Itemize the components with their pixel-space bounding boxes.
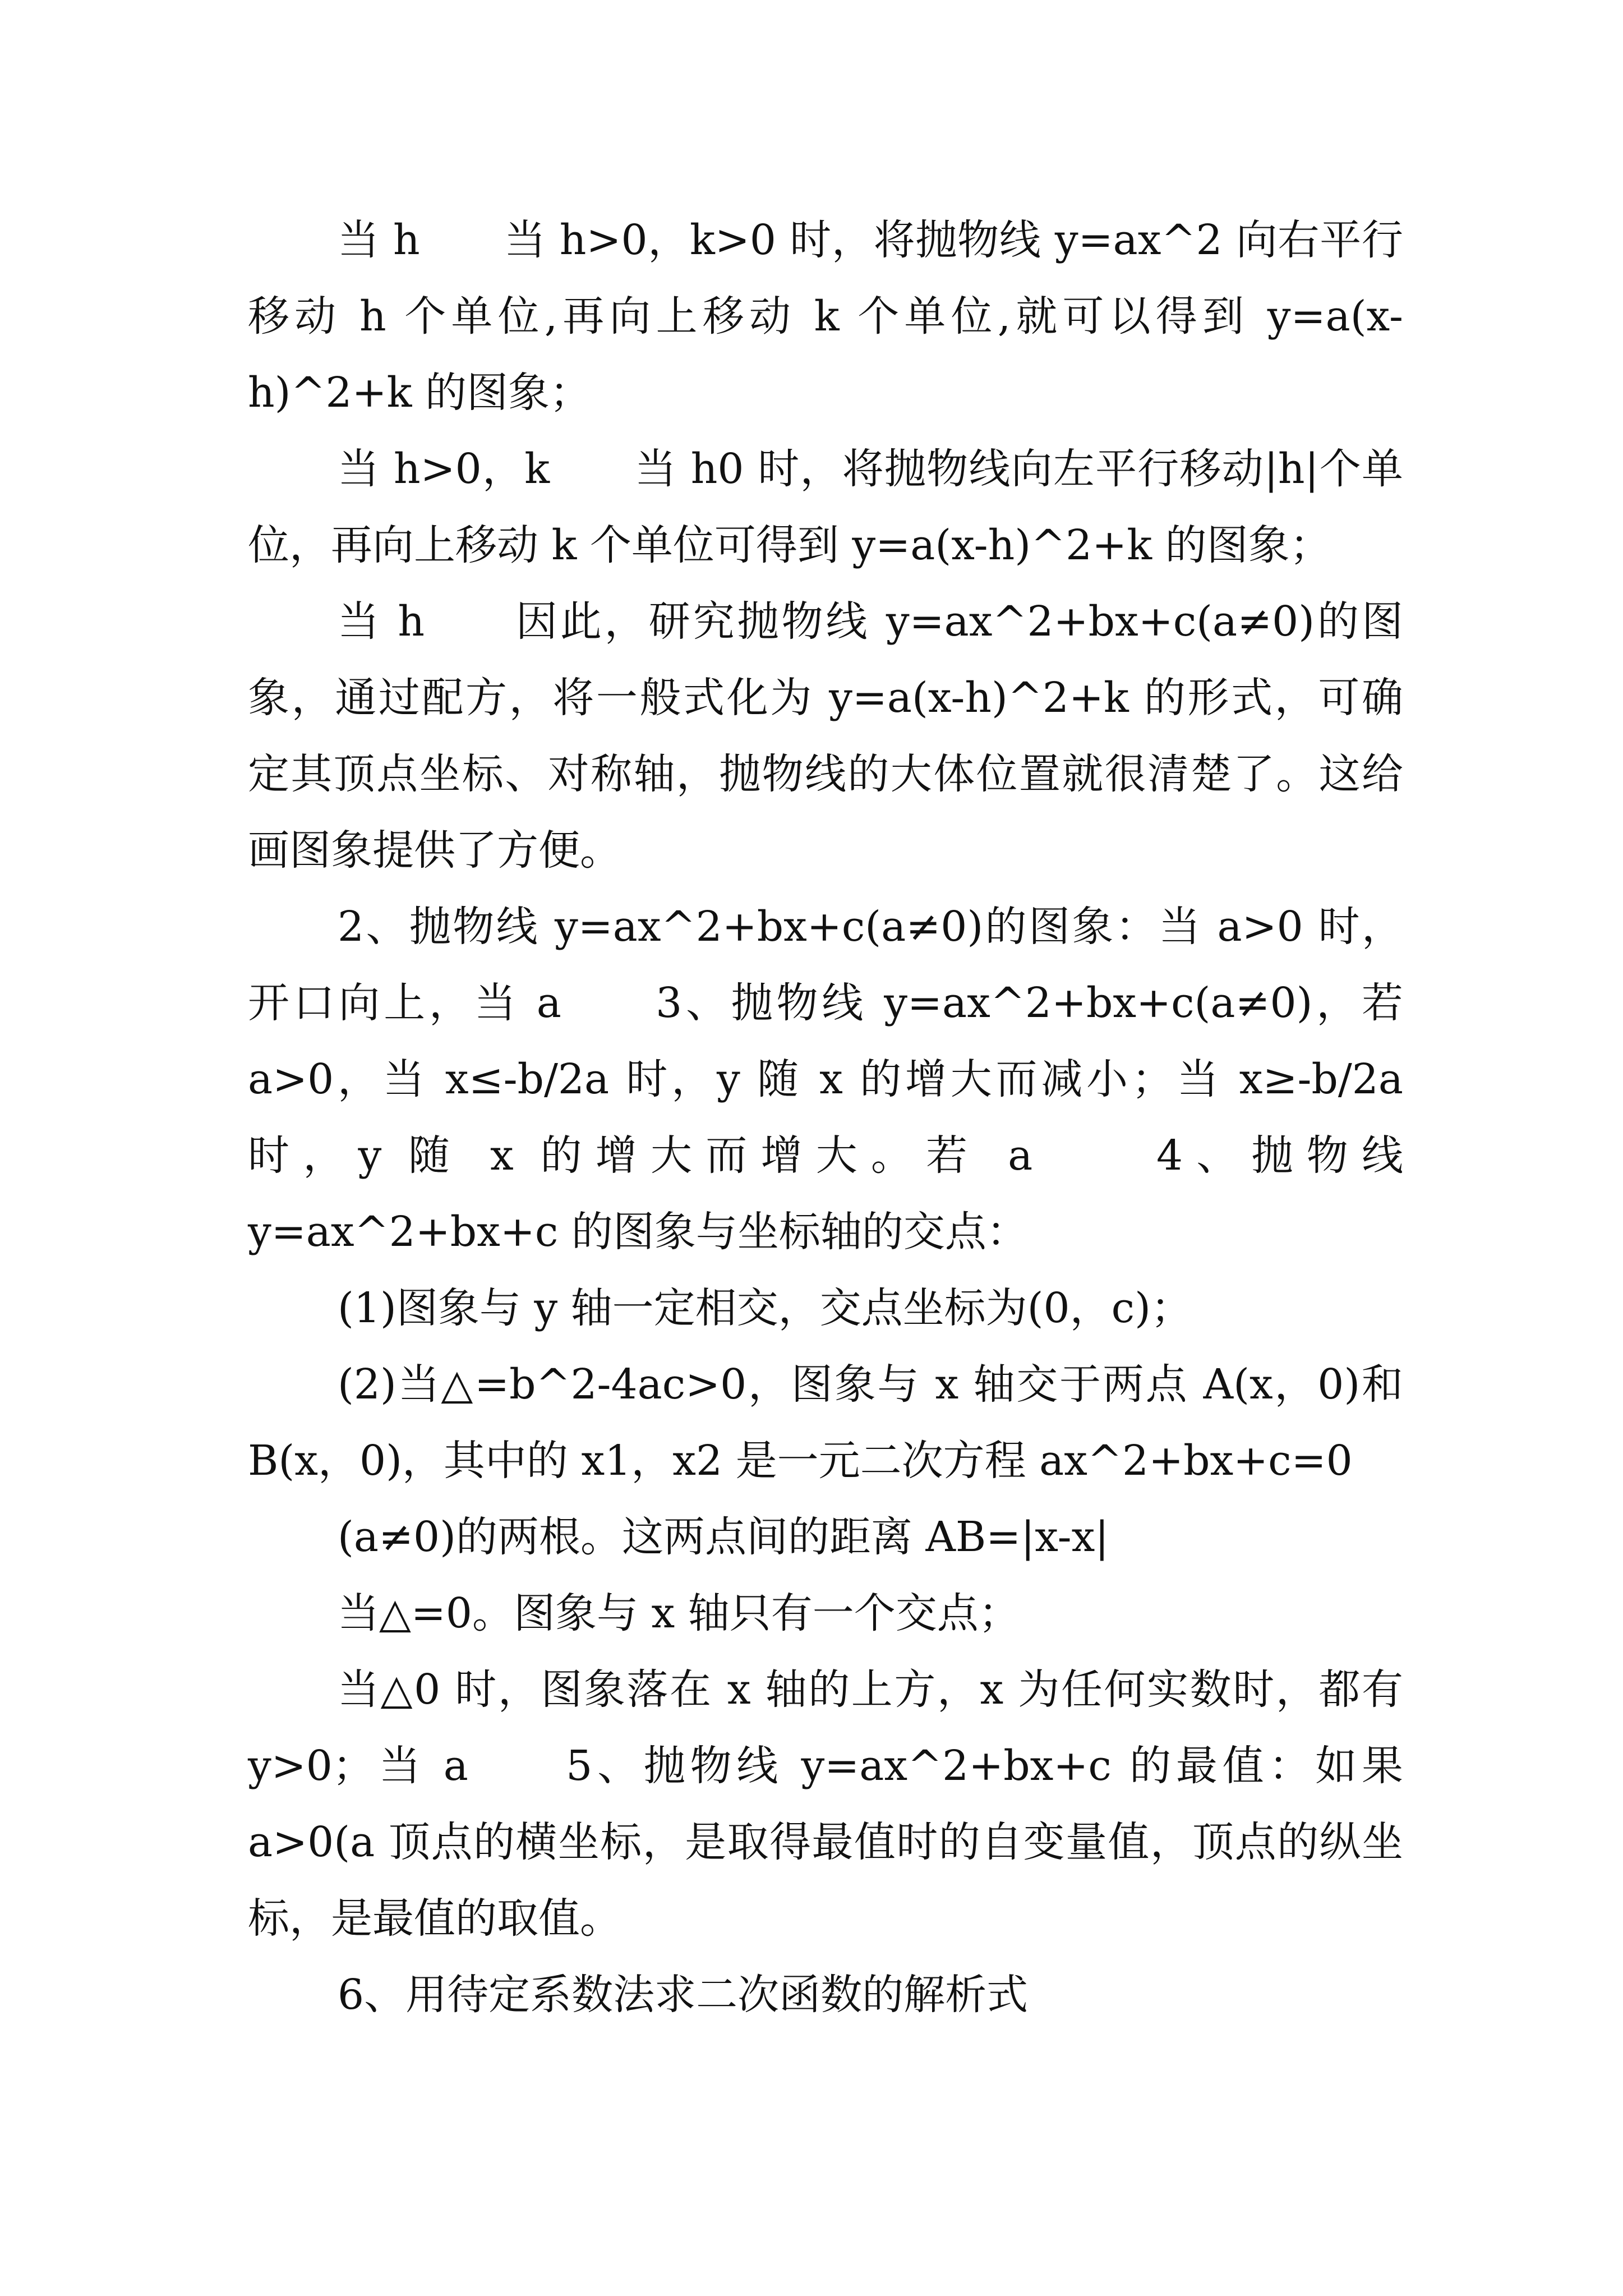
paragraph-8: 当△=0。图象与 x 轴只有一个交点； xyxy=(338,1589,1020,1637)
paragraph-3: 当 h 因此，研究抛物线 y=ax^2+bx+c(a≠0)的图象，通过配方，将一般式化为 y=a(x-h)^2+k 的形式，可确定其顶点坐标、对称轴，抛物线的大体位置就很清楚了。这给画图象提供了方便。 xyxy=(248,597,1403,875)
paragraph-5: (1)图象与 y 轴一定相交，交点坐标为(0，c)； xyxy=(338,1284,1192,1332)
paragraph-6: (2)当△=b^2-4ac>0，图象与 x 轴交于两点 A(x，0)和 B(x，0)，其中的 x1，x2 是一元二次方程 ax^2+bx+c=0 xyxy=(248,1360,1403,1485)
paragraph-7: (a≠0)的两根。这两点间的距离 AB=|x-x| xyxy=(338,1513,1109,1561)
paragraph-1: 当 h 当 h>0，k>0 时，将抛物线 y=ax^2 向右平行移动 h 个单位,再向上移动 k 个单位,就可以得到 y=a(x-h)^2+k 的图象； xyxy=(248,216,1403,417)
paragraph-2: 当 h>0，k 当 h0 时，将抛物线向左平行移动|h|个单位，再向上移动 k 个单位可得到 y=a(x-h)^2+k 的图象； xyxy=(248,445,1403,569)
paragraph-4: 2、抛物线 y=ax^2+bx+c(a≠0)的图象：当 a>0 时，开口向上，当 a 3、抛物线 y=ax^2+bx+c(a≠0)，若 a>0，当 x≤-b/2a 时，y 随 x 的增大而减小；当 x≥-b/2a 时，y 随 x 的增大而增大。若 a 4、抛物线 y=ax^2+bx+c 的图象与坐标轴的交点： xyxy=(248,903,1403,1256)
document-body xyxy=(248,202,1403,2033)
paragraph-9: 当△0 时，图象落在 x 轴的上方，x 为任何实数时，都有 y>0；当 a 5、抛物线 y=ax^2+bx+c 的最值：如果 a>0(a 顶点的横坐标，是取得最值时的自变量值，顶点的纵坐标，是最值的取值。 xyxy=(248,1665,1403,1943)
paragraph-10: 6、用待定系数法求二次函数的解析式 xyxy=(338,1971,1029,2019)
